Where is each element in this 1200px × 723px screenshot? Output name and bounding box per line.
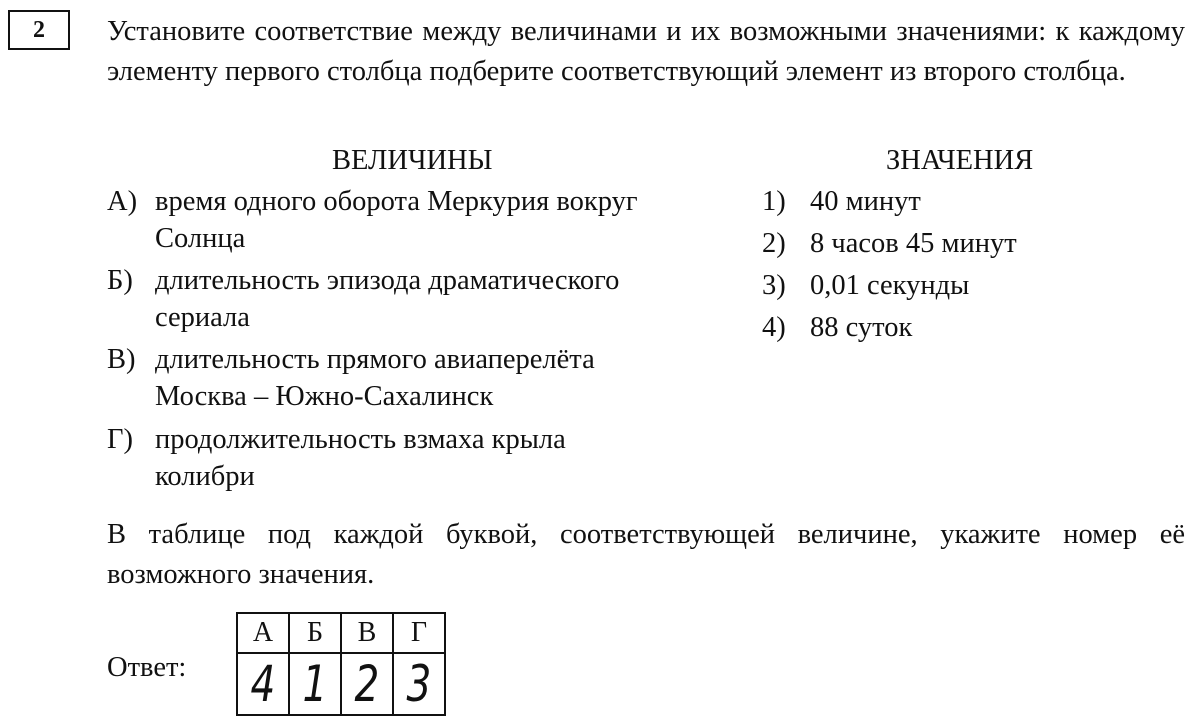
answer-cell-b[interactable] bbox=[289, 653, 341, 715]
quantity-label: Г) bbox=[107, 424, 133, 455]
task-number-box bbox=[8, 10, 70, 50]
quantity-text: длительность эпизода драматического сериала bbox=[155, 265, 620, 333]
value-text: 8 часов 45 минут bbox=[810, 228, 1017, 259]
quantity-text: продолжительность взмаха крыла колибри bbox=[155, 424, 566, 492]
value-label: 3) bbox=[762, 270, 786, 301]
value-text: 0,01 секунды bbox=[810, 270, 970, 301]
answer-cell-g[interactable] bbox=[393, 653, 445, 715]
answer-instruction: В таблице под каждой буквой, соответствующей величине, укажите номер её возможного значения. bbox=[107, 519, 1185, 590]
quantity-label: А) bbox=[107, 186, 138, 217]
answer-value-row bbox=[237, 653, 445, 715]
answer-header-g: Г bbox=[393, 613, 445, 653]
answer-value: 1 bbox=[302, 655, 328, 713]
answer-table bbox=[236, 612, 446, 716]
quantity-text: время одного оборота Меркурия вокруг Солнца bbox=[155, 186, 638, 254]
answer-header-v: В bbox=[341, 613, 393, 653]
value-text: 40 минут bbox=[810, 186, 921, 217]
answer-value: 2 bbox=[354, 655, 380, 713]
task-number: 2 bbox=[33, 16, 45, 43]
answer-label: Ответ: bbox=[107, 652, 187, 683]
answer-cell-a[interactable] bbox=[237, 653, 289, 715]
quantity-label: Б) bbox=[107, 265, 133, 296]
values-heading: ЗНАЧЕНИЯ bbox=[886, 145, 1034, 176]
answer-cell-v[interactable] bbox=[341, 653, 393, 715]
answer-header-b: Б bbox=[289, 613, 341, 653]
quantities-heading: ВЕЛИЧИНЫ bbox=[332, 145, 493, 176]
value-label: 2) bbox=[762, 228, 786, 259]
answer-value: 4 bbox=[250, 655, 276, 713]
task-instruction: Установите соответствие между величинами и их возможными значениями: к каждому элементу первого столбца подберите соответствующий элемент из второго столбца. bbox=[107, 16, 1185, 87]
answer-header-a: А bbox=[237, 613, 289, 653]
value-label: 4) bbox=[762, 312, 786, 343]
value-text: 88 суток bbox=[810, 312, 913, 343]
answer-value: 3 bbox=[406, 655, 432, 713]
quantity-label: В) bbox=[107, 344, 136, 375]
quantity-text: длительность прямого авиаперелёта Москва – Южно-Сахалинск bbox=[155, 344, 595, 412]
value-label: 1) bbox=[762, 186, 786, 217]
answer-header-row bbox=[237, 613, 445, 653]
